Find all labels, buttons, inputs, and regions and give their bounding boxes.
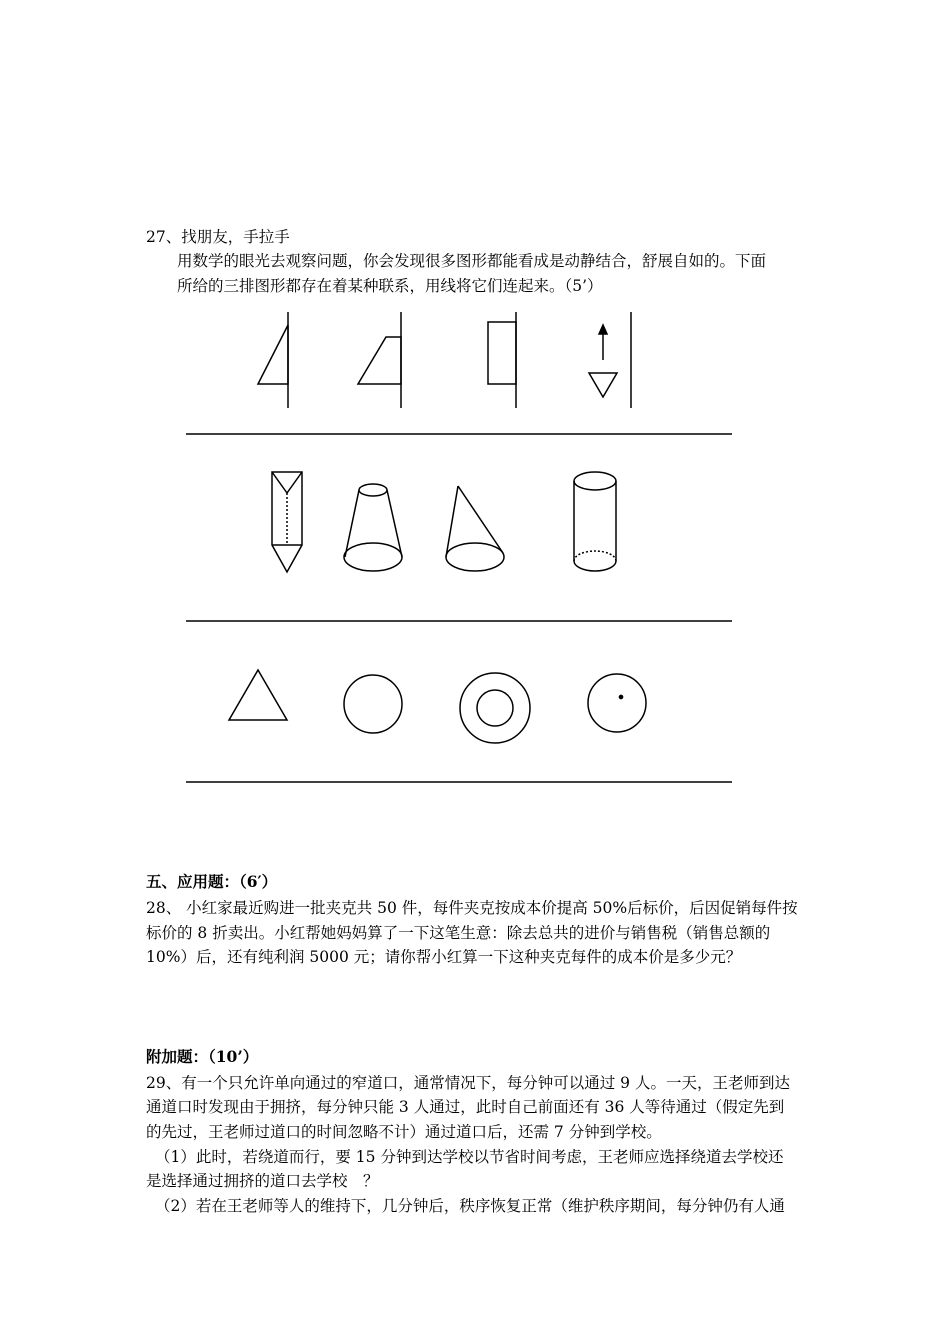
q28-line3: 10%）后，还有纯利润 5000 元；请你帮小红算一下这种夹克每件的成本价是多少元？ [146,948,742,966]
right-triangle-axis [258,312,288,408]
q29-line1: 29、有一个只允许单向通过的窄道口，通常情况下，每分钟可以通过 9 人。一天，王老师到达 [146,1074,790,1092]
arrow-triangle-axis [589,312,631,408]
frustum [344,484,402,571]
annulus [460,673,530,743]
q29-part1-line2: 是选择通过拥挤的道口去学校 ？ [146,1172,379,1190]
q29-line3: 的先过，王老师过道口的时间忽略不计）通过道口后，还需 7 分钟到学校。 [146,1123,662,1141]
q29-line2: 通道口时发现由于拥挤，每分钟只能 3 人通过，此时自己前面还有 36 人等待通过（假定先到 [146,1098,785,1116]
section5-heading: 五、应用题：（6′） [146,872,278,891]
q27-line1: 用数学的眼光去观察问题，你会发现很多图形都能看成是动静结合，舒展自如的。下面 [177,252,767,270]
circle [344,675,402,733]
bonus-heading: 附加题：（10’） [146,1047,259,1066]
circle-with-center [588,674,646,732]
q29-part1-line1: （1）此时，若绕道而行，要 15 分钟到达学校以节省时间考虑，王老师应选择绕道去学校还 [155,1148,784,1166]
rectangle-axis [488,312,516,408]
prism-with-pyramid [272,472,302,572]
cone [446,486,504,571]
q27-line2: 所给的三排图形都存在着某种联系，用线将它们连起来。（5’） [177,277,603,295]
triangle [229,670,287,720]
cylinder [574,472,616,571]
trapezoid-axis [358,312,401,408]
q28-line1: 28、 小红家最近购进一批夹克共 50 件，每件夹克按成本价提高 50%后标价，后因促销每件按 [146,899,798,917]
q27-title: 27、找朋友，手拉手 [146,228,290,246]
q28-line2: 标价的 8 折卖出。小红帮她妈妈算了一下这笔生意：除去总共的进价与销售税（销售总额的 [146,924,771,942]
q29-part2-line1: （2）若在王老师等人的维持下，几分钟后，秩序恢复正常（维护秩序期间，每分钟仍有人通 [155,1197,785,1215]
